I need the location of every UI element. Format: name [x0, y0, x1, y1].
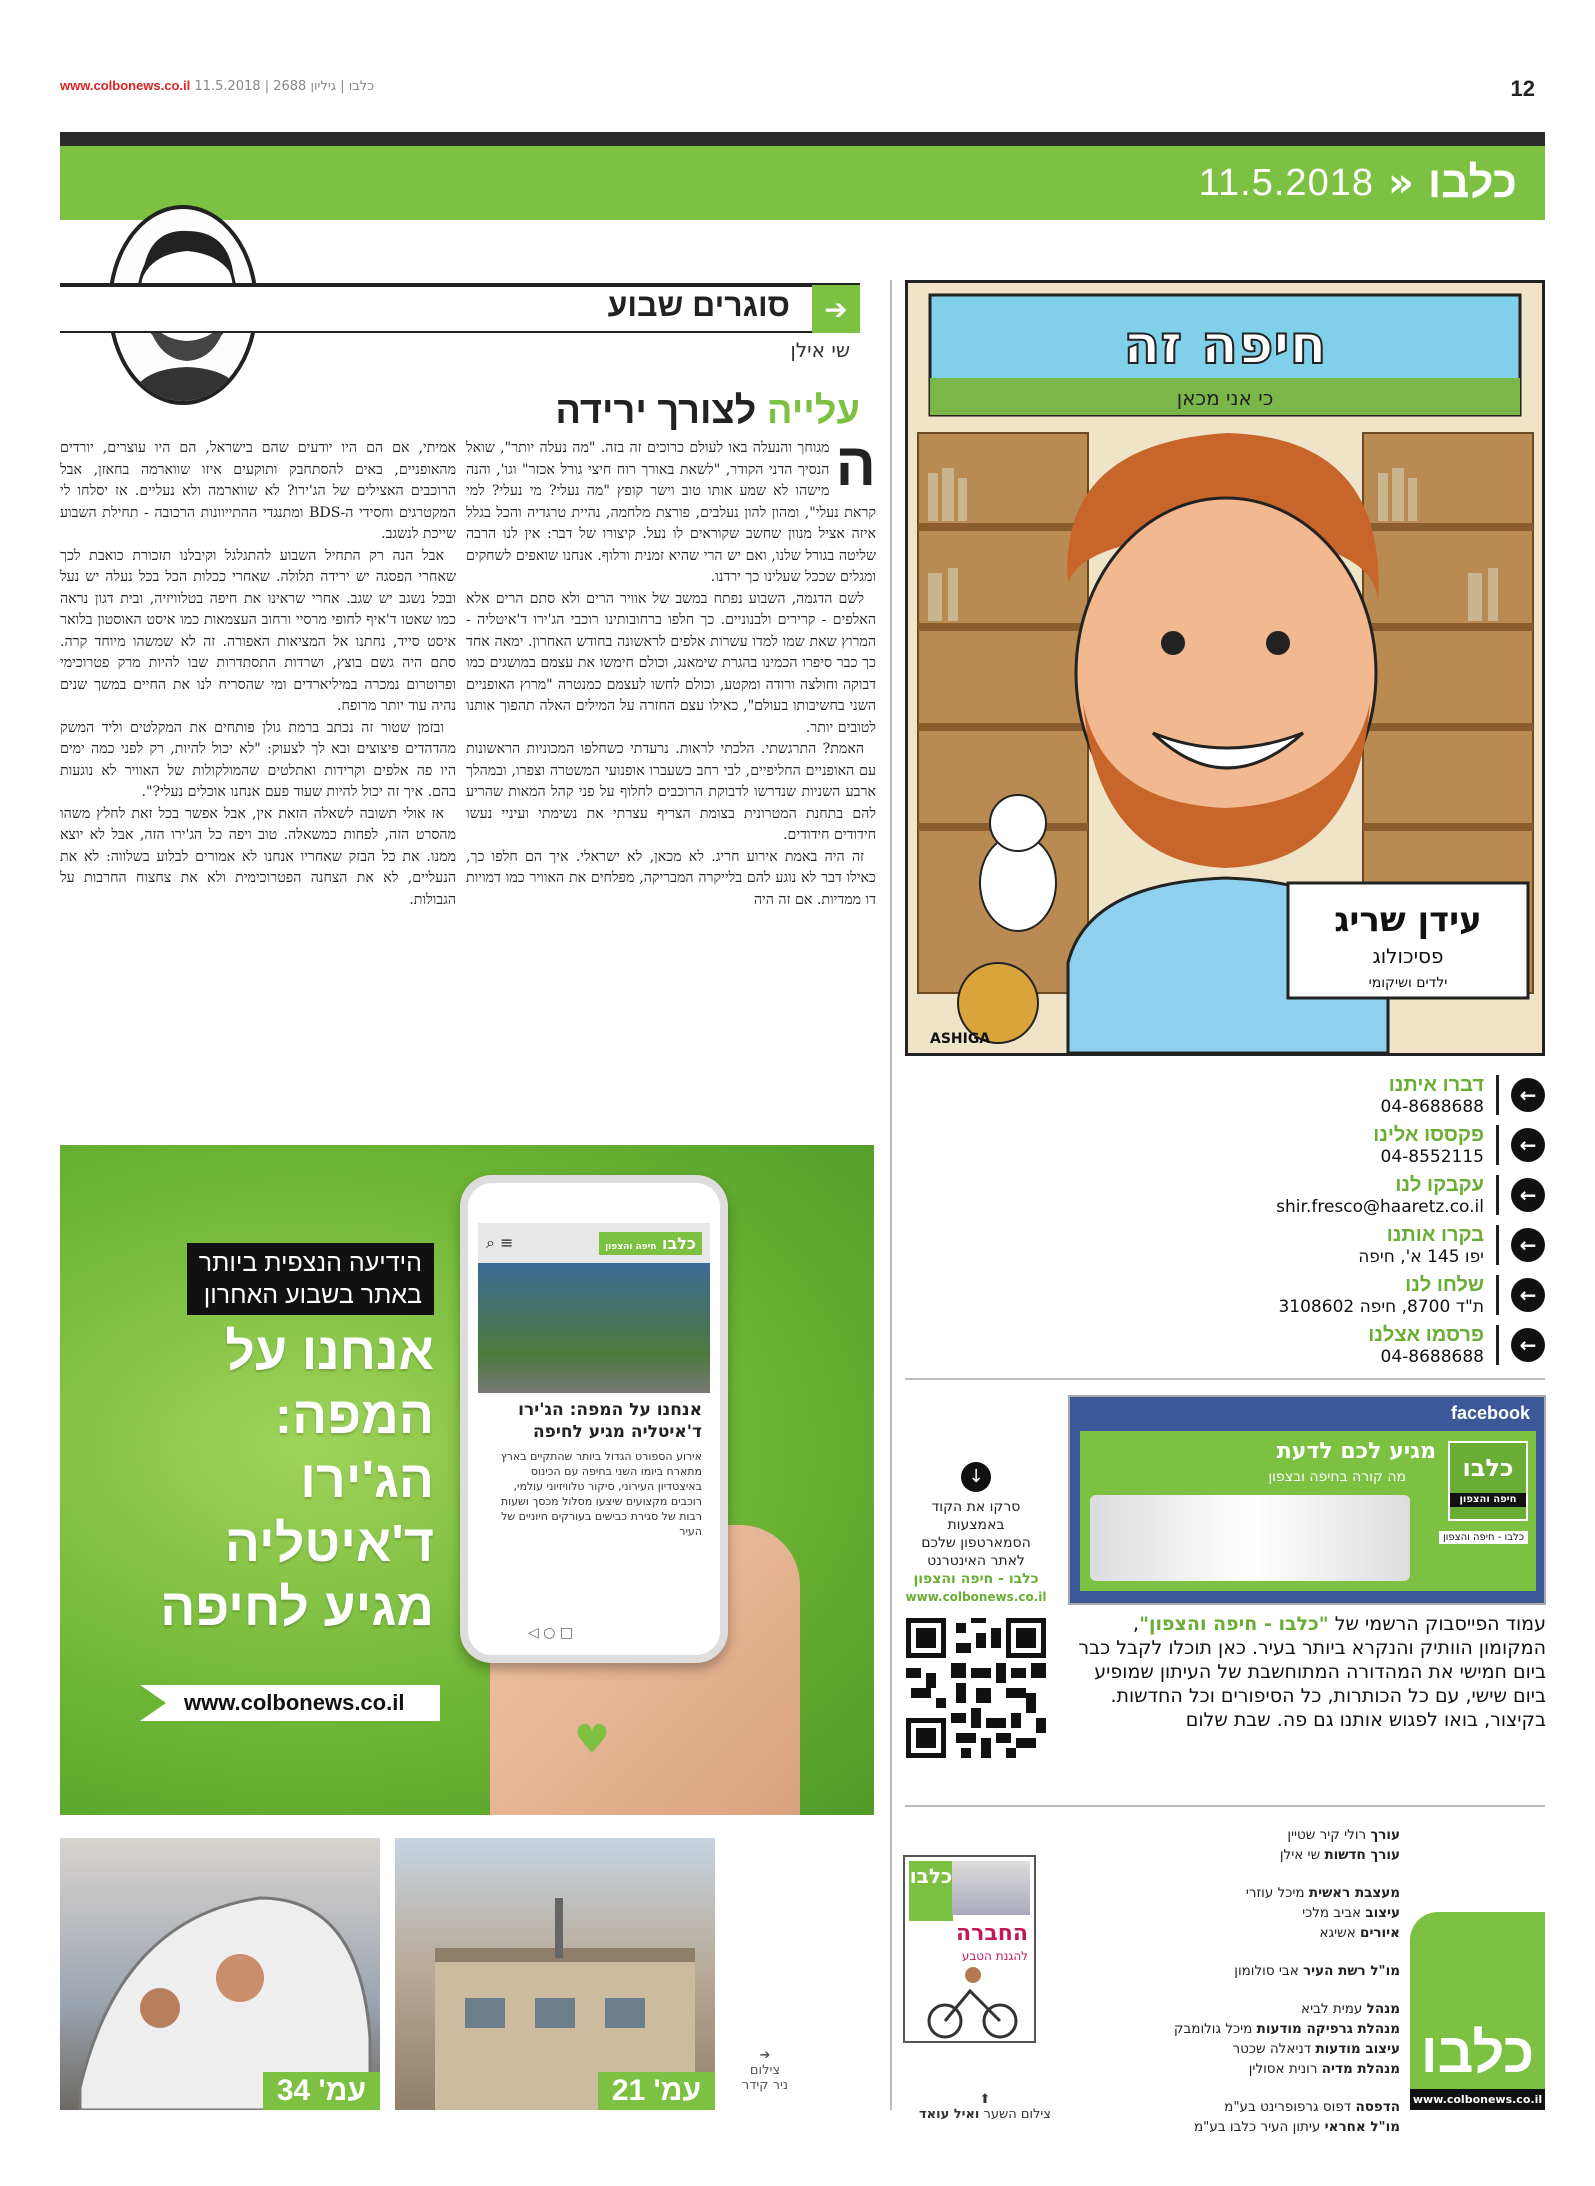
illustration-name: עידן שריג — [1334, 900, 1482, 940]
phone-screen — [478, 1223, 710, 1613]
facebook-text-pre: עמוד הפייסבוק הרשמי של — [1328, 1613, 1546, 1635]
article-paragraph: זה היה באמת אירוע חריג. לא מכאן, לא ישראלי. איך הם חלפו כך, כאילו דבר לא נוגע להם בלייקרה המבריקה, מפלחים את האוויר כמו דמויות דו ממדיות. אם זה היה — [466, 848, 876, 908]
promo-ad[interactable] — [60, 1145, 874, 1815]
contact-divider — [1496, 1225, 1499, 1265]
contact-row[interactable] — [905, 1120, 1545, 1170]
band-date: 11.5.2018 — [1198, 161, 1374, 204]
staff-name: רונית אסולין — [1248, 2061, 1318, 2077]
column-author: שי אילן — [790, 338, 850, 362]
contact-list — [905, 1070, 1545, 1370]
contact-row[interactable] — [905, 1320, 1545, 1370]
staff-role: הדפסה — [1355, 2099, 1400, 2115]
contact-row[interactable] — [905, 1070, 1545, 1120]
staff-role: מנהל — [1366, 2001, 1400, 2017]
contact-divider — [1496, 1075, 1499, 1115]
article-paragraph: מגוחך והנעלה באו לעולם כרוכים זה בזה. "מה נעלה יותר", שואל הנסיך הדני הקודר, "לשאת באורך רוח חיצי גורל אכזר" וגו', והנה מישהו לא שמע אותו טוב וישר קופץ "מה נעלי? מי נעלי? למי קראת נעלי", ומהון להון נעלבים, פורצת מלחמה, נהיית טרגדיה והכל בגלל איזה אציל מנוון שחשב שקוראים לו נעל. קיצורו של דבר: אין לנו הרבה שליטה בגורל שלנו, ואם יש הרי שהיא זמנית ורלוף. אנחנו שואפים לשחקים ומגלים שככל שעלינו כך ירדנו. — [466, 440, 876, 585]
contact-row[interactable] — [905, 1270, 1545, 1320]
facebook-inner — [1080, 1431, 1536, 1591]
article-paragraph: האמת? התרגשתי. הלכתי לראות. נרעדתי כשחלפו המכוניות הראשונות עם האופניים החליפיים, לבי רחב כשעברו אופנועי המשטרה וצפרו, ובמהלך ארבע השניות שנדרשו לדבוקת הרוכבים לחלוף על פני קהל המאות שהריע להם בתחנת המטרונית בצומת הצריף עצרתי את נשימתי ועיניי נעשו חידודים חידודים. — [466, 741, 876, 843]
illustration-artist: ASHIGA — [930, 1031, 991, 1047]
arrow-left-icon: ← — [1511, 1328, 1545, 1362]
staff-name: דניאלה שכטר — [1232, 2041, 1312, 2057]
arrow-down-icon: ↓ — [961, 1462, 991, 1492]
article-paragraph: אז אולי תשובה לשאלה הזאת אין, אבל אפשר בכל זאת לחלץ משהו מהסרט הזה, לפחות כמשאלה. טוב ויפה כל הג'ירו הזה, אבל לא יוצא ממנו. את כל הבזק שאחריו אנחנו לא אמורים לבלוע בשלווה: לא את הנעליים, לא את הצחנה הפטרוכימית ולא את צחצוח החרבות על הגבולות. — [60, 805, 456, 908]
page-ref-label: עמ' 34 — [263, 2072, 380, 2110]
band-top-stripe — [60, 132, 1545, 146]
phone-article-body: אירוע הספורט הגדול ביותר שהתקיים בארץ מתארח ביומו השני בחיפה עם הכינוס באיצטדיון העירוני, סיקור טלוויזיוני עולמי, רוכבים מקצועים שיצעו מסלול מכסך ושעות רבות של סגירת כבישים בעורקים חיוניים של העיר — [500, 1450, 702, 1538]
facebook-headline: מגיע לכם לדעת — [1276, 1439, 1436, 1464]
ad-headline-5: מגיע לחיפה — [160, 1579, 434, 1637]
colbo-logo[interactable] — [1410, 1912, 1545, 2110]
staff-role: מנהלת מדיה — [1321, 2061, 1400, 2077]
contact-divider — [1496, 1175, 1499, 1215]
illustration-role: פסיכולוג — [1372, 944, 1444, 968]
article-paragraph: אמיתי, אם הם היו יודעים שהם בישראל, הם היו עוצרים, יורדים מהאופניים, באים להסתחבק ותוקעים איזו שווארמה בחאזן, אבל הרוכבים האצילים של הג'ירו? לא שווארמה ולא נעליים. אז יסלחו לי המקטרגים וחסידי ה-BDS ומתנגדי ההתייוונות הרכובה - תחילת השבוע שייכת לנשגב. — [60, 440, 456, 542]
arrow-left-icon: ← — [1511, 1178, 1545, 1212]
staff-role: עורך חדשות — [1324, 1847, 1400, 1863]
menu-icon[interactable]: ≡ ⌕ — [486, 1233, 514, 1252]
facebook-text-post: , המקומון הוותיק והנקרא ביותר בעיר. כאן תוכלו לקבל כבר ביום חמישי את המהדורה המתוחשבת של העיתון שמופיע ביום שישי, עם כל הכותרות, כל הסיפורים וכל החדשות. בקיצור, בואו לפגוש אותנו גם פה. שבת שלום — [1078, 1613, 1546, 1731]
cover-credit-label: צילום השער — [979, 2107, 1051, 2122]
arrow-left-icon: ← — [1511, 1128, 1545, 1162]
contact-label: פקססו אלינו — [1373, 1123, 1484, 1146]
ad-headline-1: אנחנו על — [225, 1323, 434, 1381]
staff-role: מו"ל אחראי — [1324, 2119, 1400, 2135]
staff-name: דפוס גרפופרינט בע"מ — [1224, 2099, 1352, 2115]
page-number: 12 — [1510, 76, 1535, 101]
cover-credit-name: ואיל עואד — [919, 2107, 980, 2122]
cover-headline: החברה — [955, 1921, 1028, 1946]
illustration-role2: ילדים ושיקומי — [1368, 975, 1448, 991]
staff-name: אבי סולומון — [1234, 1963, 1299, 1979]
caricature-artwork-icon — [908, 283, 1542, 1053]
staff-name: רולי קיר שטיין — [1287, 1827, 1367, 1843]
arrow-left-icon: ➔ — [812, 285, 860, 333]
phone-logo-text: כלבו — [662, 1233, 696, 1253]
staff-name: אשיגא — [1319, 1925, 1356, 1941]
cyclist-icon — [905, 1961, 1036, 2041]
facebook-sub: מה קורה בחיפה ובצפון — [1268, 1469, 1406, 1485]
facebook-page-name: כלבו - חיפה והצפון — [1439, 1531, 1528, 1544]
qr-line-5: כלבו - חיפה והצפון — [913, 1571, 1039, 1587]
contact-row[interactable] — [905, 1220, 1545, 1270]
staff-name: אביב מלכי — [1302, 1905, 1362, 1921]
facebook-text-quote: "כלבו - חיפה והצפון" — [1139, 1613, 1329, 1635]
cover-ads — [952, 1861, 1030, 1915]
qr-line-6[interactable]: www.colbonews.co.il — [905, 1590, 1047, 1604]
headline-black: לצורך ירידה — [555, 390, 757, 432]
qr-line-1: סרקו את הקוד — [931, 1499, 1021, 1515]
staff-role: מו"ל רשת העיר — [1303, 1963, 1400, 1979]
staff-role: מעצבת ראשית — [1308, 1885, 1400, 1901]
contact-value: 04-8688688 — [1380, 1346, 1484, 1367]
band-brand: כלבו — [1427, 158, 1517, 207]
arrow-up-icon: ⬆ — [979, 2092, 991, 2107]
haifa-caricature-illustration — [905, 280, 1545, 1056]
arrow-left-icon: ← — [1511, 1278, 1545, 1312]
article-headline — [555, 390, 860, 433]
page-ref-label: עמ' 21 — [598, 2072, 715, 2110]
ad-headline-2: המפה: — [274, 1387, 434, 1445]
arrow-left-icon: ← — [1511, 1078, 1545, 1112]
nav-back-icon[interactable]: ◁ ○ □ — [528, 1625, 574, 1641]
photo-credit-name: ניר קידר — [741, 2078, 789, 2093]
issue-info: כלבו | גיליון 2688 | 11.5.2018 — [194, 79, 375, 94]
building-photo[interactable] — [395, 1838, 715, 2110]
contact-row[interactable] — [905, 1170, 1545, 1220]
contact-value: 04-8688688 — [1380, 1096, 1484, 1117]
contact-label: בקרו אותנו — [1386, 1223, 1484, 1246]
divider — [905, 1378, 1545, 1380]
arrow-left-icon: ← — [1511, 1228, 1545, 1262]
contact-divider — [1496, 1125, 1499, 1165]
headline-green: עלייה — [766, 390, 860, 432]
cyclists-photo — [478, 1263, 710, 1393]
article-paragraph: אבל הנה רק התחיל השבוע להתגלגל וקיבלנו תזכורת כואבת לכך שאחרי הפסגה יש ירידה תלולה. שאחרי ככלות הכל בכל נעלה יש נעל ובכל נשגב יש שגב. אחרי שראינו את חיפה בטלוויזיה, ובית דגון נראה כמו שאטו ד'איף לחופי מרסיי ורחוב העצמאות כמו איסט האוסטון בלואר איסט סייד, נחתנו אל המציאות האפורה. זה לא שמשהו מיוחד קרה. סתם היה גשם בוצץ, ושרדות התסתדרות שבו להיות מרק פטרוכימי ופרוטרום נמכרה במיליארדים ומי שהסריח לנו את החיים במשך שנים נהיה עוד יותר מרופח. — [60, 547, 456, 714]
contact-label: עקבקו לנו — [1395, 1173, 1484, 1196]
column-title: סוגרים שבוע — [607, 287, 790, 323]
article-paragraph: ובזמן שטור זה נכתב ברמת גולן פותחים את המקלטים וליד המשק מהדהדים פיצוצים ובא לך לצעוק: "לא יכול להיות, רק לפני כמה ימים היו פה אלפים וקרידות ואתלטים שהמולקולות של האוויר לא נוגעות בהם. איך זה יכול להיות שעוד פעם אנחנו אוכלים נעלי?". — [60, 719, 456, 800]
phone-header — [478, 1223, 710, 1263]
contact-value: 04-8552115 — [1380, 1146, 1484, 1167]
header-meta — [60, 78, 1540, 100]
facebook-description — [1068, 1612, 1546, 1732]
drop-cap: ה — [835, 438, 876, 498]
device-mockups — [1090, 1495, 1410, 1581]
contact-label: דברו איתנו — [1388, 1073, 1484, 1096]
camera-arrow-icon: ➔ — [759, 2048, 771, 2063]
article-column-2 — [60, 438, 456, 1078]
section-band — [60, 146, 1545, 220]
qr-line-2: באמצעות — [947, 1517, 1005, 1533]
contact-divider — [1496, 1325, 1499, 1365]
column-title-bar — [60, 283, 860, 333]
colbo-logo-url[interactable]: www.colbonews.co.il — [1410, 2089, 1545, 2110]
column-divider — [890, 280, 892, 2110]
staff-role: עורך — [1370, 1827, 1400, 1843]
staff-role: מנהלת גרפיקה מודעות — [1256, 2021, 1400, 2037]
colbo-logo-text: כלבו — [1420, 2021, 1535, 2084]
staff-name: מיכל גולומבק — [1173, 2021, 1253, 2037]
phone-logo — [599, 1232, 702, 1255]
staff-credits — [1070, 1825, 1400, 2137]
heart-icon: ♥ — [574, 1717, 610, 1763]
double-chevron-icon: » — [1387, 160, 1414, 206]
staff-role: עיצוב — [1365, 1905, 1400, 1921]
facebook-logo-text: כלבו — [1462, 1454, 1514, 1482]
cover-thumbnail[interactable] — [903, 1855, 1036, 2043]
contact-value: shir.fresco@haaretz.co.il — [1276, 1196, 1484, 1217]
phone-article-title[interactable]: אנחנו על המפה: הג'ירו ד'איטליה מגיע לחיפה — [518, 1400, 702, 1442]
phone-logo-sub: חיפה והצפון — [605, 1241, 657, 1252]
contact-value: ת"ד 8700, חיפה 3108602 — [1278, 1296, 1484, 1317]
sign-title: חיפה זה — [1123, 313, 1327, 376]
cover-logo: כלבו — [909, 1861, 953, 1921]
ad-tagline-2: באתר בשבוע האחרון — [203, 1281, 422, 1309]
ad-headline-3: הג'ירו — [300, 1451, 434, 1509]
cockpit-photo[interactable] — [60, 1838, 380, 2110]
article-column-1 — [466, 438, 876, 1078]
qr-line-4: לאתר האינטרנט — [927, 1553, 1025, 1569]
cover-sub: להגנת הטבע — [961, 1949, 1028, 1963]
cover-credit — [900, 2092, 1070, 2122]
facebook-page-logo — [1448, 1441, 1528, 1521]
staff-name: שי אילן — [1279, 1847, 1321, 1863]
ad-headline-4: ד'איטליה — [224, 1515, 434, 1573]
qr-instructions — [900, 1462, 1052, 1606]
photo-credit — [725, 2048, 805, 2093]
contact-divider — [1496, 1275, 1499, 1315]
article-paragraph: לשם הדגמה, השבוע נפתח במשב של אוויר הרים ולא סתם הרים אלא האלפים - קרירים ולבנוניים. כך חלפו ברחובותינו רוכבי הג'ירו ד'איטליה - המרוץ שאת שמו למדו עשרות אלפים לראשונה בחודש האחרון. ימאה אחד כך כבר סיפרו הכמינו בהגרת שימאנג, וכולם חימשו את עצמם במושגים כמו דבוקה וחולצה ורודה ומקטע, וכולם לחשו לעצמם כמנטרה "מרוץ האופניים השני בחשיבותו בעולם", כאילו עצם החזרה על המילים האלה תהפוך אותנו לטובים יותר. — [466, 590, 876, 736]
staff-role: עיצוב מודעות — [1315, 2041, 1400, 2057]
ad-headline — [160, 1320, 434, 1640]
qr-line-3: הסמארטפון שלכם — [921, 1535, 1031, 1551]
ad-tagline-1: הידיעה הנצפית ביותר — [198, 1249, 422, 1277]
plane-cockpit-icon — [60, 1838, 380, 2110]
qr-code-icon — [906, 1618, 1046, 1758]
contact-label: פרסמו אצלנו — [1368, 1323, 1484, 1346]
photo-credit-label: צילום — [749, 2063, 781, 2078]
staff-name: מיכל עוזרי — [1245, 1885, 1305, 1901]
facebook-logo-sub: חיפה והצפון — [1450, 1493, 1526, 1507]
building-icon — [395, 1838, 715, 2110]
ad-tagline — [187, 1243, 434, 1315]
divider — [905, 1805, 1545, 1807]
contact-label: שלחו לנו — [1405, 1273, 1484, 1296]
contact-value: יפו 145 א', חיפה — [1358, 1246, 1484, 1267]
sign-subtitle: כי אני מכאן — [1176, 386, 1274, 410]
phone-mockup — [460, 1175, 728, 1663]
staff-name: עמית לביא — [1301, 2001, 1363, 2017]
site-url[interactable]: www.colbonews.co.il — [60, 78, 191, 93]
staff-role: איורים — [1360, 1925, 1400, 1941]
qr-code[interactable] — [906, 1618, 1046, 1758]
ad-url[interactable]: www.colbonews.co.il — [140, 1685, 440, 1721]
staff-name: עיתון העיר כלבו בע"מ — [1193, 2119, 1321, 2135]
facebook-promo[interactable] — [1068, 1395, 1546, 1605]
facebook-logo: facebook — [1450, 1403, 1530, 1423]
